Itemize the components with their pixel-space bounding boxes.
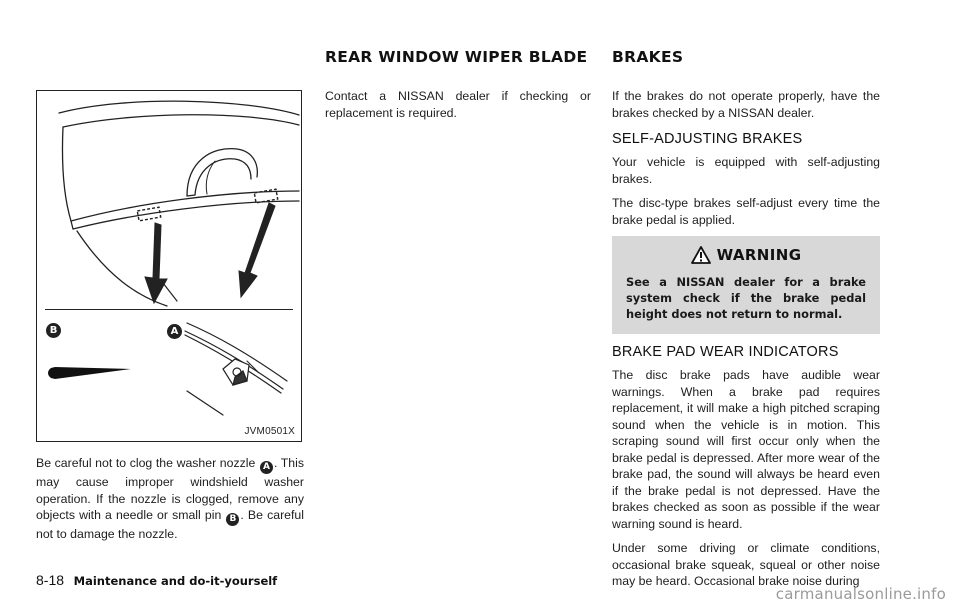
figure-divider [45, 309, 293, 310]
page-number: 8-18 [36, 572, 65, 588]
pad-wear-p2: Under some driving or climate conditions, occasional brake squeak, squeal or other noise may be heard. Occasional brake noise during [612, 541, 880, 588]
nozzle-text-3: . Be careful not to damage the nozzle. [36, 508, 304, 541]
figure-code: JVM0501X [244, 426, 295, 437]
warning-title [626, 246, 866, 264]
rear-wiper-paragraph: Contact a NISSAN dealer if checking or replacement is required. [325, 89, 591, 120]
footer-title: Maintenance and do-it-yourself [73, 574, 278, 588]
nozzle-text-1: Be careful not to clog the washer nozzle [36, 456, 256, 470]
callout-b-label: B [46, 323, 61, 338]
self-adjusting-p1: Your vehicle is equipped with self-adjusting brakes. [612, 155, 880, 186]
page-footer [36, 572, 277, 588]
warning-title-text: WARNING [716, 246, 802, 264]
self-adjusting-subheading: SELF-ADJUSTING BRAKES [612, 131, 803, 147]
nozzle-paragraph [36, 455, 304, 543]
pad-wear-subheading: BRAKE PAD WEAR INDICATORS [612, 344, 839, 360]
pad-wear-p1: The disc brake pads have audible wear warnings. When a brake pad requires replacement, it will make a high pitched scraping sound when the vehicle is in motion. This scraping sound will first occur only when the brake pedal is depressed. After more wear of the brake pad, the sound will always be heard even if the brake pedal is not depressed. Have the brakes checked as soon as possible if the wear warning sound is heard. [612, 368, 880, 531]
warning-text: See a NISSAN dealer for a brake system check if the brake pedal height does not return to normal. [626, 275, 866, 321]
brakes-intro: If the brakes do not operate properly, have the brakes checked by a NISSAN dealer. [612, 89, 880, 120]
callout-a-label: A [167, 324, 182, 339]
rear-wiper-heading: REAR WINDOW WIPER BLADE [325, 48, 588, 66]
nozzle-care-text [36, 455, 304, 551]
rear-window-drawing [37, 91, 302, 442]
self-adjusting-p2: The disc-type brakes self-adjust every time the brake pedal is applied. [612, 196, 880, 227]
wiper-nozzle-illustration [36, 90, 302, 442]
watermark: carmanualsonline.info [775, 585, 946, 603]
nozzle-text-2: . This may cause improper windshield washer operation. If the nozzle is clogged, remove any objects with a needle or small pin [36, 456, 304, 522]
warning-box [612, 236, 880, 334]
inline-ref-b: B [226, 513, 239, 526]
warning-triangle-icon [691, 246, 711, 264]
inline-ref-a: A [260, 461, 273, 474]
brakes-heading: BRAKES [612, 48, 684, 66]
